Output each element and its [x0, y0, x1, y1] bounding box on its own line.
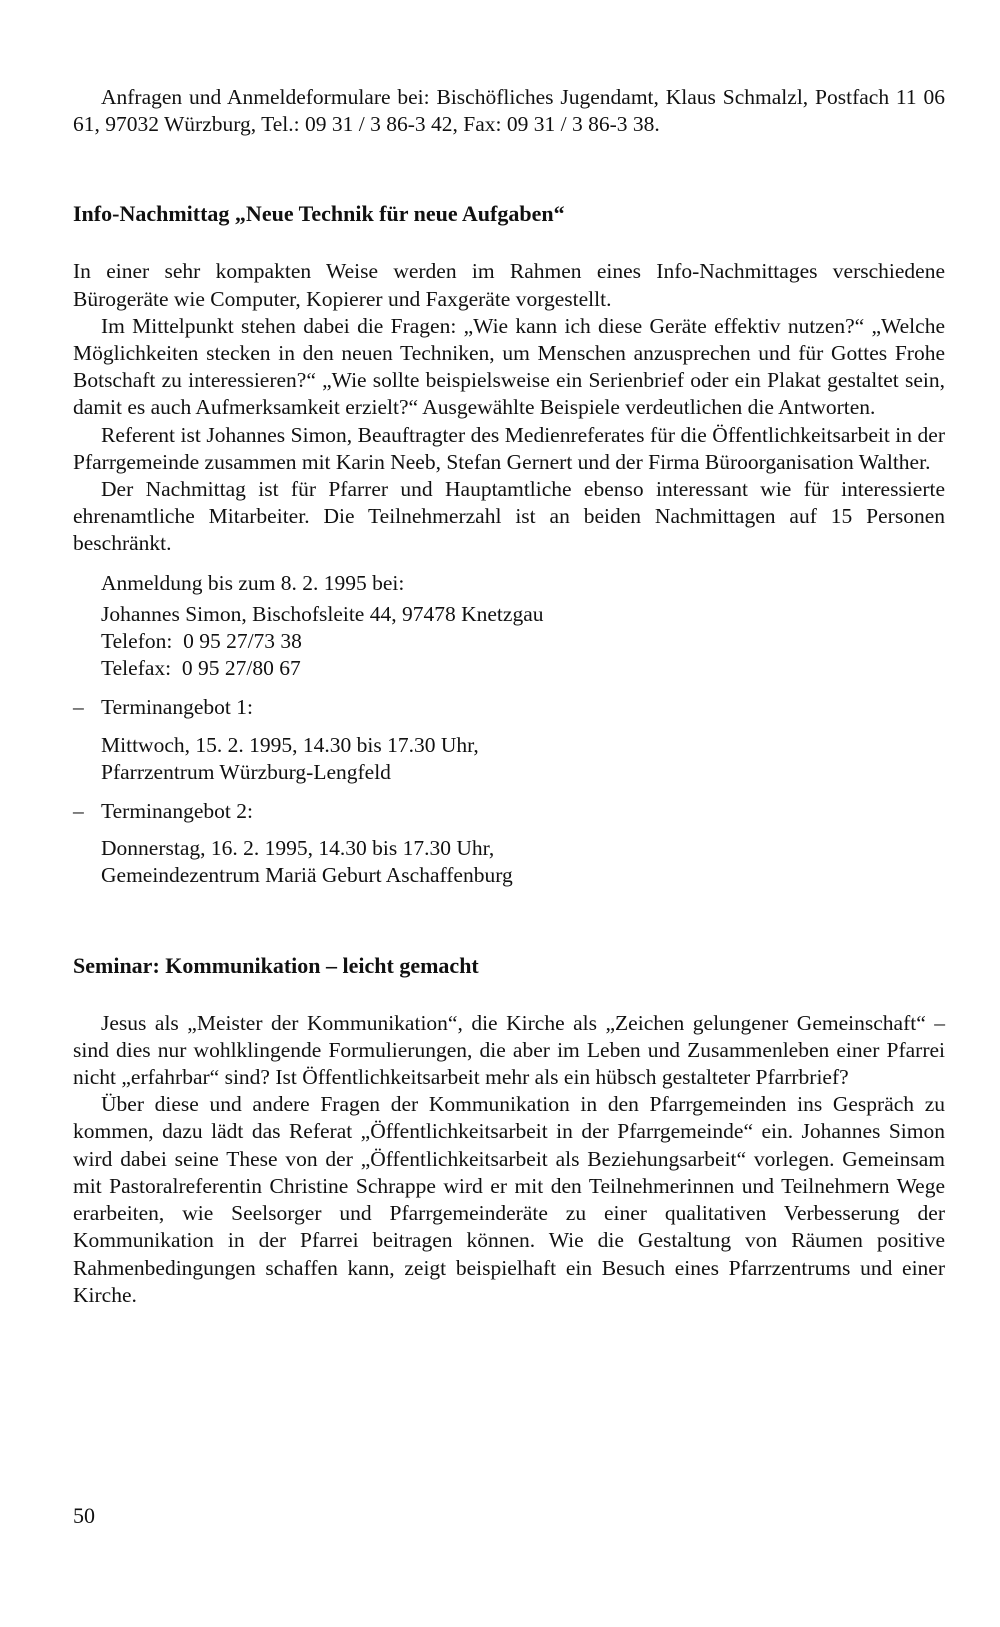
section1-paragraph: In einer sehr kompakten Weise werden im Rahmen eines Info-Nachmittages verschiedene Bürogeräte wie Computer, Kopierer und Faxgeräte vorgestellt. — [73, 259, 945, 311]
intro-paragraph: Anfragen und Anmeldeformulare bei: Bischöfliches Jugendamt, Klaus Schmalzl, Postfach 11 06 61, 97032 Würzburg, Tel.: 09 31 / 3 86-3 42, Fax: 09 31 / 3 86-3 38. — [73, 85, 945, 137]
date-option-place: Pfarrzentrum Würzburg-Lengfeld — [101, 759, 391, 784]
date-option-1 — [73, 694, 945, 786]
date-option-title: Terminangebot 2: — [101, 799, 253, 824]
page-number: 50 — [73, 1503, 95, 1528]
date-option-place: Gemeindezentrum Mariä Geburt Aschaffenburg — [101, 863, 513, 888]
section2-heading: Seminar: Kommunikation – leicht gemacht — [73, 952, 479, 978]
date-option-title: Terminangebot 1: — [101, 695, 253, 720]
registration-phone: Telefon: 0 95 27/73 38 — [101, 629, 302, 654]
date-option-label — [73, 798, 945, 825]
section1-paragraph: Im Mittelpunkt stehen dabei die Fragen: „Wie kann ich diese Geräte effektiv nutzen?“ „Welche Möglichkeiten stecken in den neuen Techniken, um Menschen anzusprechen und für Gottes Frohe Botschaft zu interessieren?“ „Wie sollte beispielsweise ein Serienbrief oder ein Plakat gestaltet sein, damit es auch Aufmerksamkeit erzielt?“ Ausgewählte Beispiele verdeutlichen die Antworten. — [73, 313, 945, 420]
page-body — [73, 84, 945, 1309]
list-dash: – — [73, 695, 84, 720]
date-option-2 — [73, 798, 945, 890]
date-option-date: Donnerstag, 16. 2. 1995, 14.30 bis 17.30 Uhr, — [101, 836, 495, 861]
section2-paragraph: Über diese und andere Fragen der Kommunikation in den Pfarrgemeinden ins Gespräch zu kommen, dazu lädt das Referat „Öffentlichkeitsarbeit in der Pfarrgemeinde“ ein. Johannes Simon wird dabei seine These von der „Öffentlichkeitsarbeit als Beziehungsarbeit“ vorlegen. Gemeinsam mit Pastoralreferentin Christine Schrappe wird er mit den Teilnehmerinnen und Teilnehmern Wege erarbeiten, wie Seelsorger und Pfarrgemeinderäte zu einer qualitativen Verbesserung der Kommunikation in der Pfarrei beitragen können. Wie die Gestaltung von Räumen positive Rahmenbedingungen schaffen kann, zeigt beispielhaft ein Besuch eines Pfarrzentrums und einer Kirche. — [73, 1092, 945, 1307]
list-dash: – — [73, 799, 84, 824]
registration-deadline: Anmeldung bis zum 8. 2. 1995 bei: — [101, 570, 405, 595]
date-option-label — [73, 694, 945, 721]
registration-fax: Telefax: 0 95 27/80 67 — [101, 656, 301, 681]
section2-paragraph: Jesus als „Meister der Kommunikation“, die Kirche als „Zeichen gelungener Gemeinschaft“ – sind dies nur wohlklingende Formulierungen, die aber im Leben und Zusammenleben einer Pfarrei nicht „erfahrbar“ sind? Ist Öffentlichkeitsarbeit mehr als ein hübsch gestalteter Pfarrbrief? — [73, 1010, 945, 1090]
section1-paragraph: Der Nachmittag ist für Pfarrer und Hauptamtliche ebenso interessant wie für interessierte ehrenamtliche Mitarbeiter. Die Teilnehmerzahl ist an beiden Nachmittagen auf 15 Personen beschränkt. — [73, 477, 945, 556]
date-option-detail — [101, 732, 945, 786]
section1-paragraph: Referent ist Johannes Simon, Beauftragter des Medienreferates für die Öffentlichkeitsarbeit in der Pfarrgemeinde zusammen mit Karin Neeb, Stefan Gernert und der Firma Büroorganisation Walther. — [73, 422, 945, 474]
registration-contact: Johannes Simon, Bischofsleite 44, 97478 Knetzgau — [101, 601, 544, 626]
registration-info — [101, 570, 945, 683]
section1-heading: Info-Nachmittag „Neue Technik für neue Aufgaben“ — [73, 201, 565, 227]
date-option-date: Mittwoch, 15. 2. 1995, 14.30 bis 17.30 Uhr, — [101, 732, 479, 757]
date-option-detail — [101, 835, 945, 889]
